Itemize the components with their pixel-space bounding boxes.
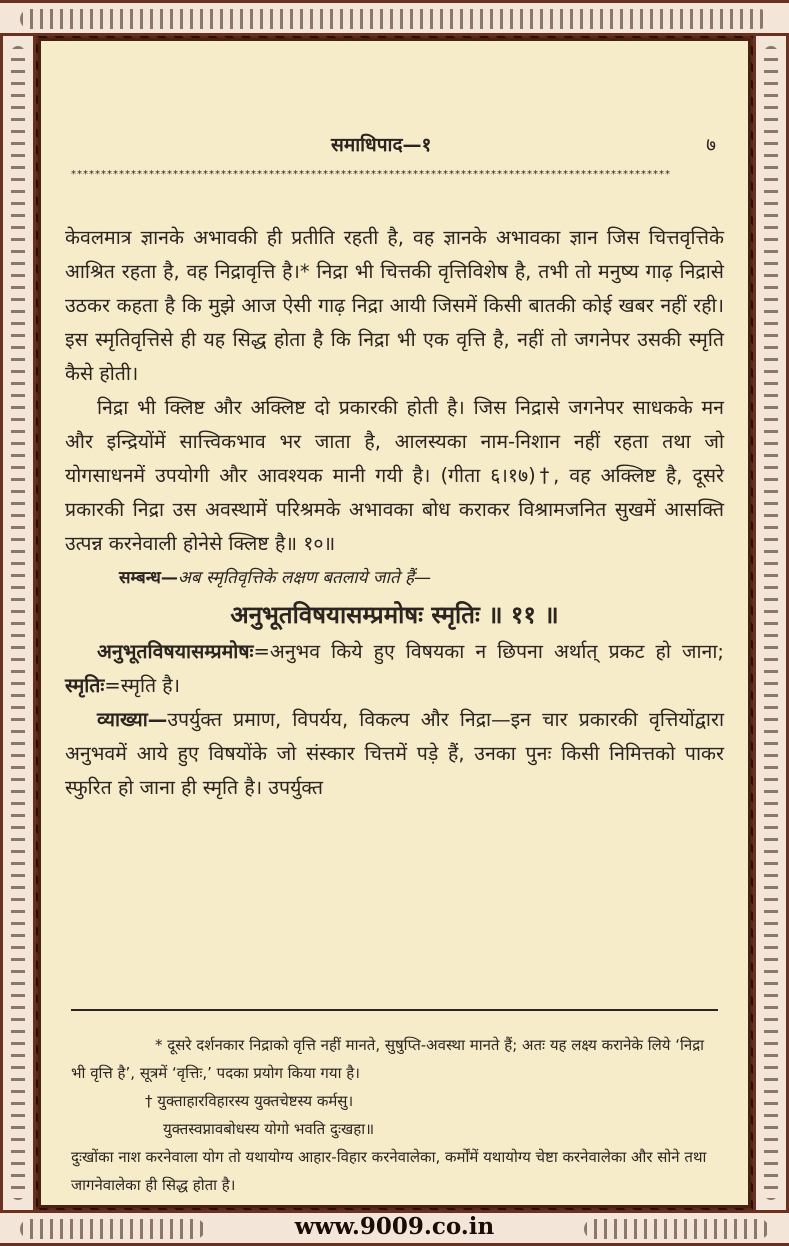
footnote-divider <box>71 1009 718 1011</box>
website-watermark: www.9009.co.in <box>294 1213 495 1240</box>
page-header <box>41 131 748 161</box>
vyakhya-text: उपर्युक्त प्रमाण, विपर्यय, विकल्प और निद्रा—इन चार प्रकारकी वृत्तियोंद्वारा अनुभवमें आये हुए विषयोंके जो संस्कार चित्तमें पड़े हैं, उनका पुनः किसी निमित्तको पाकर स्फुरित हो जाना ही स्मृति है। उपर्युक्त <box>65 708 724 799</box>
sutra-verse: अनुभूतविषयासम्प्रमोषः स्मृतिः ॥ ११ ॥ <box>230 601 559 629</box>
vyakhya-paragraph <box>65 703 724 805</box>
footnote-2-verse-2: युक्तस्वप्नावबोधस्य योगो भवति दुःखहा॥ <box>163 1120 375 1138</box>
sambandh-text: अब स्मृतिवृत्तिके लक्षण बतलाये जाते हैं— <box>177 568 432 588</box>
footnote-2-text: दुःखोंका नाश करनेवाला योग तो यथायोग्य आहार-विहार करनेवालेका, कर्मोंमें यथायोग्य चेष्टा करनेवालेका और सोने तथा जागनेवालेका ही सिद्ध होता है। <box>71 1148 707 1194</box>
word2-meaning: =स्मृति है। <box>104 674 181 697</box>
word1-meaning: =अनुभव किये हुए विषयका न छिपना अर्थात् प्रकट हो जाना; <box>253 640 724 663</box>
chapter-title: समाधिपाद—१ <box>331 134 432 156</box>
word-meaning <box>65 635 724 703</box>
frame-left-border <box>0 36 36 1210</box>
frame-top-border <box>0 0 789 36</box>
frame-right-border <box>753 36 789 1210</box>
footnotes <box>71 1031 720 1199</box>
paragraph-2: निद्रा भी क्लिष्ट और अक्लिष्ट दो प्रकारकी होती है। जिस निद्रासे जगनेपर साधकके मन और इन्द्रियोंमें सात्त्विकभाव भर जाता है, आलस्यका नाम-निशान नहीं रहता तथा जो योगसाधनमें उपयोगी और आवश्यक मानी गयी है। (गीता ६।१७)†, वह अक्लिष्ट है, दूसरे प्रकारकी निद्रा उस अवस्थामें परिश्रमके अभावका बोध कराकर विश्रामजनित सुखमें आसक्ति उत्पन्न करनेवाली होनेसे क्लिष्ट है॥ १०॥ <box>65 396 724 555</box>
paragraph-1: केवलमात्र ज्ञानके अभावकी ही प्रतीति रहती है, वह ज्ञानके अभावका ज्ञान जिस चित्तवृत्तिके आश्रित रहता है, वह निद्रावृत्ति है।* निद्रा भी चित्तकी वृत्तिविशेष है, तभी तो मनुष्य गाढ़ निद्रासे उठकर कहता है कि मुझे आज ऐसी गाढ़ निद्रा आयी जिसमें किसी बातकी कोई खबर नहीं रही। इस स्मृतिवृत्तिसे ही यह सिद्ध होता है कि निद्रा भी एक वृत्ति है, नहीं तो जगनेपर उसकी स्मृति कैसे होती। <box>65 226 724 385</box>
sambandh-label: सम्बन्ध— <box>119 568 178 588</box>
sambandh-line <box>65 561 724 595</box>
page-number: ७ <box>706 134 716 156</box>
vyakhya-label: व्याख्या— <box>97 708 168 731</box>
word1-term: अनुभूतविषयासम्प्रमोषः <box>97 640 254 663</box>
book-page <box>38 38 751 1208</box>
star-divider: **************************************************************************************************** <box>71 169 671 180</box>
page-body <box>65 221 724 805</box>
word2-term: स्मृतिः <box>65 674 105 697</box>
footnote-2-verse-1: † युक्ताहारविहारस्य युक्तचेष्टस्य कर्मसु। <box>145 1092 354 1110</box>
footnote-1: * दूसरे दर्शनकार निद्राको वृत्ति नहीं मानते, सुषुप्ति-अवस्था मानते हैं; अतः यह लक्ष्य करानेके लिये ‘निद्रा भी वृत्ति है’, सूत्रमें ‘वृत्तिः,’ पदका प्रयोग किया गया है। <box>71 1036 705 1082</box>
